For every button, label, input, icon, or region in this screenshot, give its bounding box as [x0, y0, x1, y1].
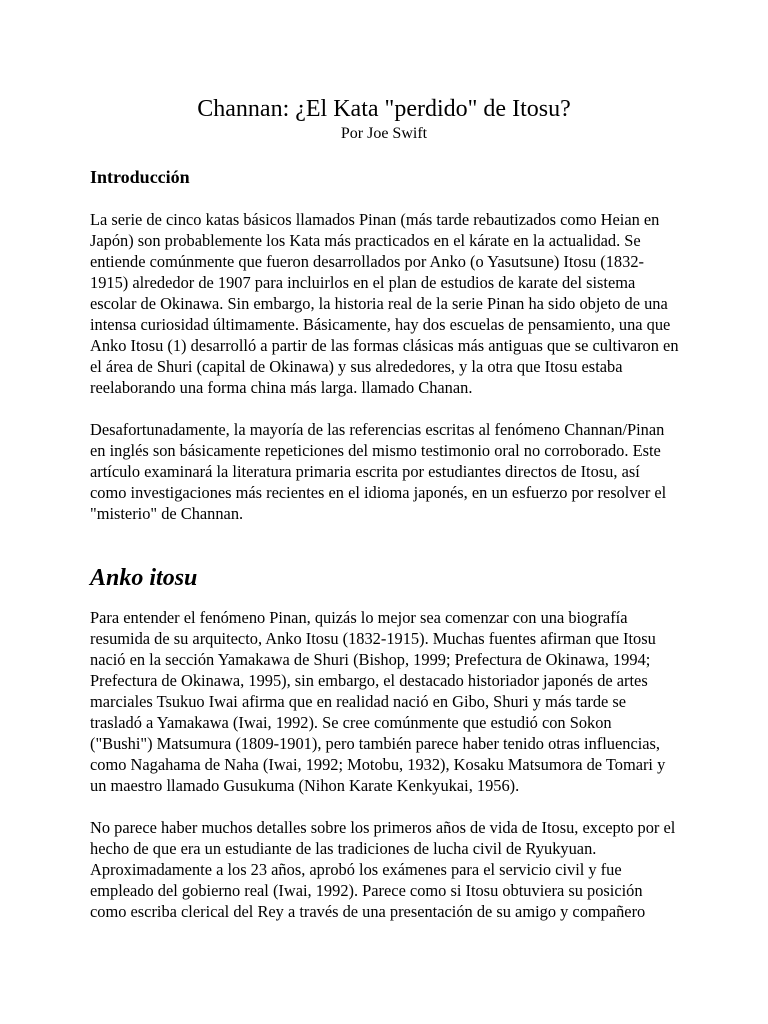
- paragraph-anko-2: [90, 817, 730, 922]
- text-line: en inglés son básicamente repeticiones del mismo testimonio oral no corroborado. Este: [90, 441, 661, 460]
- paragraph-intro-1: [90, 209, 730, 398]
- author-byline: Por Joe Swift: [340, 125, 428, 142]
- text-line: ("Bushi") Matsumura (1809-1901), pero también parece haber tenido otras influencias,: [90, 734, 661, 753]
- text-line: como escriba clerical del Rey a través de una presentación de su amigo y compañero: [90, 902, 646, 921]
- text-line: el área de Shuri (capital de Okinawa) y sus alrededores, y la otra que Itosu estaba: [90, 357, 623, 376]
- document-title: Channan: ¿El Kata "perdido" de Itosu?: [197, 96, 571, 122]
- text-line: trasladó a Yamakawa (Iwai, 1992). Se cree comúnmente que estudió con Sokon: [90, 713, 612, 732]
- text-line: hecho de que era un estudiante de las tradiciones de lucha civil de Ryukyuan.: [90, 839, 597, 858]
- text-line: reelaborando una forma china más larga. llamado Chanan.: [90, 378, 473, 397]
- text-line: un maestro llamado Gusukuma (Nihon Karate Kenkyukai, 1956).: [90, 776, 520, 795]
- text-line: 1915) alrededor de 1907 para incluirlos en el plan de estudios de karate del sistema: [90, 273, 636, 292]
- text-line: Aproximadamente a los 23 años, aprobó los exámenes para el servicio civil y fue: [90, 860, 622, 879]
- text-line: La serie de cinco katas básicos llamados Pinan (más tarde rebautizados como Heian en: [90, 210, 660, 229]
- text-line: entiende comúnmente que fueron desarrollados por Anko (o Yasutsune) Itosu (1832-: [90, 252, 644, 271]
- section-heading-introduccion: Introducción: [90, 167, 190, 187]
- paragraph-anko-1: [90, 607, 730, 796]
- text-line: Anko Itosu (1) desarrolló a partir de las formas clásicas más antiguas que se cultivaron en: [90, 336, 679, 355]
- text-line: como investigaciones más recientes en el idioma japonés, en un esfuerzo por resolver el: [90, 483, 667, 502]
- text-line: empleado del gobierno real (Iwai, 1992). Parece como si Itosu obtuviera su posición: [90, 881, 643, 900]
- text-line: Prefectura de Okinawa, 1995), sin embargo, el destacado historiador japonés de artes: [90, 671, 648, 690]
- paragraph-intro-2: [90, 419, 730, 524]
- text-line: nació en la sección Yamakawa de Shuri (Bishop, 1999; Prefectura de Okinawa, 1994;: [90, 650, 651, 669]
- text-line: como Nagahama de Naha (Iwai, 1992; Motobu, 1932), Kosaku Matsumora de Tomari y: [90, 755, 666, 774]
- section-heading-anko-itosu: Anko itosu: [90, 565, 198, 591]
- text-line: intensa curiosidad últimamente. Básicamente, hay dos escuelas de pensamiento, una que: [90, 315, 671, 334]
- text-line: artículo examinará la literatura primaria escrita por estudiantes directos de Itosu, así: [90, 462, 640, 481]
- text-line: "misterio" de Channan.: [90, 504, 244, 523]
- text-line: resumida de su arquitecto, Anko Itosu (1832-1915). Muchas fuentes afirman que Itosu: [90, 629, 656, 648]
- text-line: No parece haber muchos detalles sobre los primeros años de vida de Itosu, excepto por el: [90, 818, 676, 837]
- text-line: Japón) son probablemente los Kata más practicados en el kárate en la actualidad. Se: [90, 231, 641, 250]
- text-line: Desafortunadamente, la mayoría de las referencias escritas al fenómeno Channan/Pinan: [90, 420, 665, 439]
- text-line: marciales Tsukuo Iwai afirma que en realidad nació en Gibo, Shuri y más tarde se: [90, 692, 627, 711]
- text-line: Para entender el fenómeno Pinan, quizás lo mejor sea comenzar con una biografía: [90, 608, 628, 627]
- text-line: escolar de Okinawa. Sin embargo, la historia real de la serie Pinan ha sido objeto de una: [90, 294, 668, 313]
